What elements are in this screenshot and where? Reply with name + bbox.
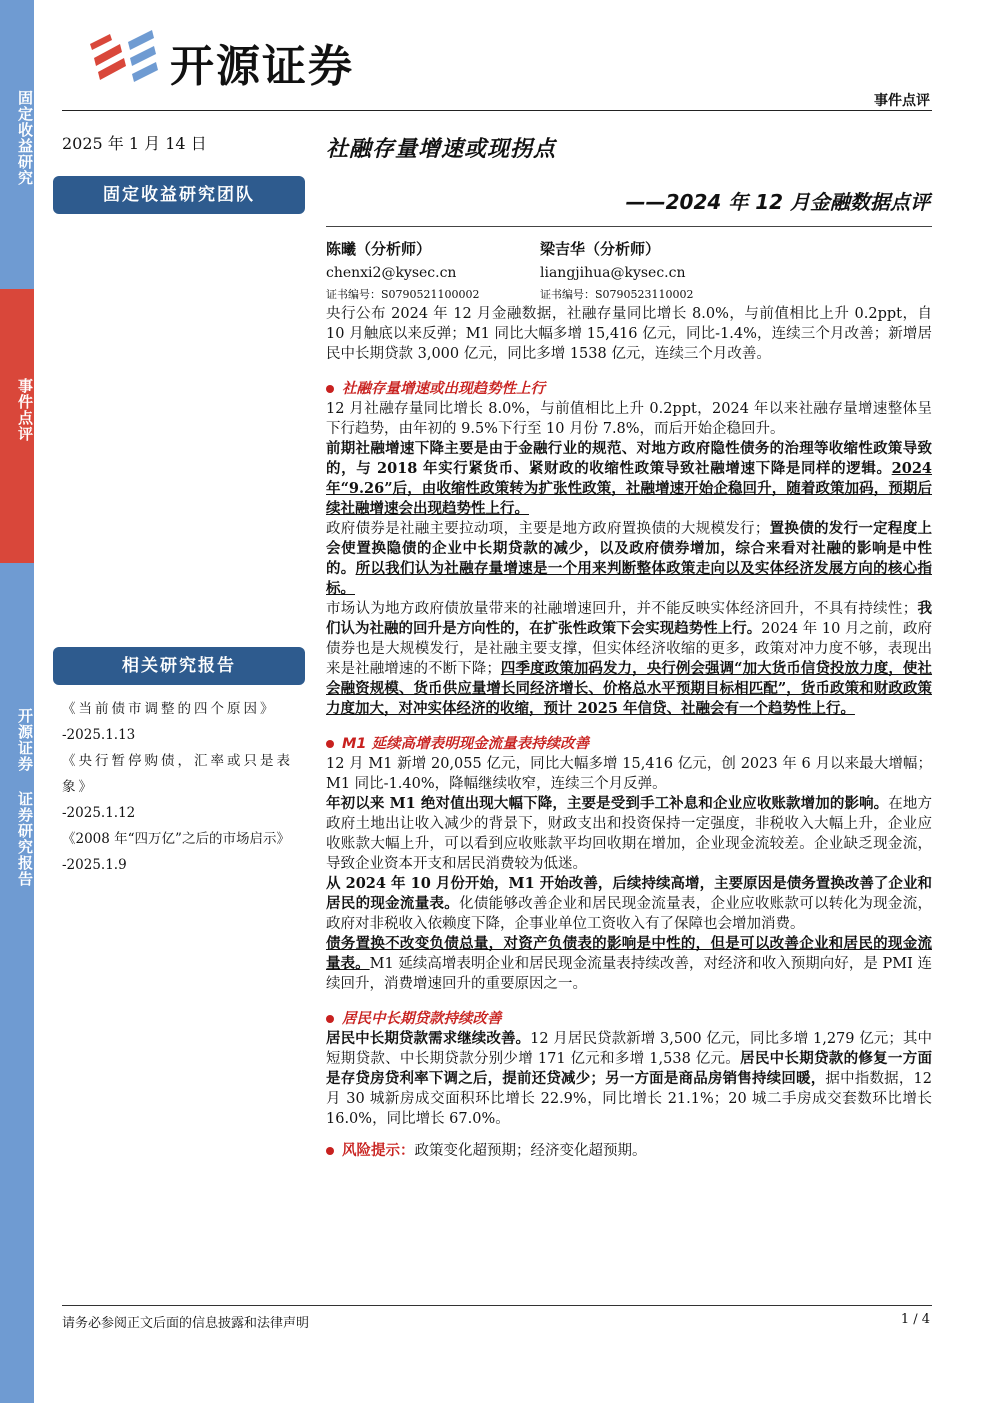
- report-subtitle: ——2024 年 12 月金融数据点评: [625, 190, 930, 214]
- paragraph: 12 月 M1 新增 20,055 亿元，同比大幅多增 15,416 亿元，创 2023 年 6 月以来最大增幅；M1 同比-1.40%，降幅继续收窄，连续三个月反弹。: [326, 756, 932, 792]
- related-report-date: -2025.1.9: [62, 857, 127, 873]
- section-heading: M1 延续高增表明现金流量表持续改善: [326, 734, 932, 754]
- related-reports-list: [62, 696, 306, 878]
- paragraph: 政府债券是社融主要拉动项，主要是地方政府置换债的大规模发行；置换债的发行一定程度上会使置换隐债的企业中长期贷款的减少，以及政府债券增加，综合来看对社融的影响是中性的。所以我们认为社融存量增速是一个用来判断整体政策走向以及实体经济发展方向的核心指标。: [326, 520, 933, 597]
- footer-rule: [62, 1305, 932, 1306]
- brand-name: 开源证券: [170, 41, 354, 92]
- report-body: [326, 304, 932, 1161]
- subtitle-rule: [326, 226, 932, 227]
- report-date: 2025 年 1 月 14 日: [62, 134, 207, 153]
- side-label-top: 固定收益研究: [16, 90, 34, 186]
- paragraph: 从 2024 年 10 月份开始，M1 开始改善，后续持续高增，主要原因是债务置换改善了企业和居民的现金流量表。化债能够改善企业和居民现金流量表，企业应收账款可以转化为现金流，政府对非税收入依赖度下降，企事业单位工资收入有了保障也会增加消费。: [326, 875, 933, 932]
- side-strip: [0, 0, 34, 1403]
- related-report-date: -2025.1.12: [62, 805, 136, 821]
- header-rule: [62, 110, 932, 111]
- related-report-date: -2025.1.13: [62, 727, 136, 743]
- author-email[interactable]: chenxi2@kysec.cn: [326, 265, 457, 281]
- paragraph: 前期社融增速下降主要是由于金融行业的规范、对地方政府隐性债务的治理等收缩性政策导致的，与 2018 年实行紧货币、紧财政的收缩性政策导致社融增速下降是同样的逻辑。2024 年“9.26”后，由收缩性政策转为扩张性政策，社融增速开始企稳回升，随着政策加码，预期后续社融增速会出现趋势性上行。: [326, 440, 932, 517]
- author-name: 梁吉华（分析师）: [540, 240, 661, 258]
- related-report-title[interactable]: 《央行暂停购债，汇率或只是表象》: [62, 753, 293, 795]
- bullet-dot-icon: [326, 385, 334, 393]
- author-email[interactable]: liangjihua@kysec.cn: [540, 265, 686, 281]
- intro-paragraph: 央行公布 2024 年 12 月金融数据，社融存量同比增长 8.0%，与前值相比上升 0.2ppt，自 10 月触底以来反弹；M1 同比大幅多增 15,416 亿元，同比-1.4%，连续三个月改善；新增居民中长期贷款 3,000 亿元，同比多增 1538 亿元，连续三个月改善。: [326, 306, 932, 362]
- section-heading: 社融存量增速或出现趋势性上行: [326, 379, 932, 399]
- paragraph: 年初以来 M1 绝对值出现大幅下降，主要是受到手工补息和企业应收账款增加的影响。在地方政府土地出让收入减少的背景下，财政支出和投资保持一定强度，非税收入大幅上升，企业应收账款大幅上升，可以看到应收账款平均回收期在增加，企业现金流较差。企业缺乏现金流，导致企业资本开支和居民消费较为低迷。: [326, 795, 933, 872]
- side-label-mid: 事件点评: [16, 378, 34, 442]
- doc-type: 事件点评: [874, 93, 930, 109]
- section-heading: 居民中长期贷款持续改善: [326, 1009, 932, 1029]
- risk-note: 风险提示：政策变化超预期；经济变化超预期。: [326, 1141, 932, 1161]
- paragraph: 债务置换不改变负债总量，对资产负债表的影响是中性的，但是可以改善企业和居民的现金流量表。M1 延续高增表明企业和居民现金流量表持续改善，对经济和收入预期向好，是 PMI 连续回升，消费增速回升的重要原因之一。: [326, 935, 933, 992]
- paragraph: 居民中长期贷款需求继续改善。12 月居民贷款新增 3,500 亿元，同比多增 1,279 亿元；其中短期贷款、中长期贷款分别少增 171 亿元和多增 1,538 亿元。居民中长期贷款的修复一方面是存贷房贷利率下调之后，提前还贷减少；另一方面是商品房销售持续回暖，据中指数据，12 月 30 城新房成交面积环比增长 22.9%，同比增长 21.1%；20 城二手房成交套数环比增长 16.0%，同比增长 67.0%。: [326, 1030, 933, 1127]
- bullet-dot-icon: [326, 1015, 334, 1023]
- related-reports-banner: 相关研究报告: [53, 647, 305, 685]
- author-cert: 证书编号：S0790521100002: [326, 288, 480, 301]
- author-name: 陈曦（分析师）: [326, 240, 432, 258]
- bullet-dot-icon: [326, 740, 334, 748]
- author-cert: 证书编号：S0790523110002: [540, 288, 694, 301]
- team-banner: 固定收益研究团队: [53, 176, 305, 214]
- page-number: 1 / 4: [900, 1312, 930, 1327]
- related-report-title[interactable]: 《2008 年“四万亿”之后的市场启示》: [62, 831, 290, 847]
- related-report-title[interactable]: 《当前债市调整的四个原因》: [62, 701, 277, 717]
- report-title: 社融存量增速或现拐点: [326, 137, 557, 162]
- paragraph: 12 月社融存量同比增长 8.0%，与前值相比上升 0.2ppt，2024 年以来社融存量增速整体呈下行趋势，由年初的 9.5%下行至 10 月份 7.8%，而后开始企稳回升。: [326, 401, 932, 437]
- paragraph: 市场认为地方政府债放量带来的社融增速回升，并不能反映实体经济回升，不具有持续性；我们认为社融的回升是方向性的，在扩张性政策下会实现趋势性上行。2024 年 10 月之前，政府债券也是大规模发行，是社融主要支撑，但实体经济收缩的更多，政策对冲力度不够，表现出来是社融增速的不断下降；四季度政策加码发力，央行例会强调“加大货币信贷投放力度，使社会融资规模、货币供应量增长同经济增长、价格总水平预期目标相匹配”，货币政策和财政政策力度加大，对冲实体经济的收缩，预计 2025 年信贷、社融会有一个趋势性上行。: [326, 600, 933, 717]
- bullet-dot-icon: [326, 1147, 334, 1155]
- side-label-bottom: 开源证券 证券研究报告: [16, 708, 34, 887]
- author-block: [326, 238, 480, 302]
- author-block: [540, 238, 694, 302]
- footer-disclaimer: 请务必参阅正文后面的信息披露和法律声明: [62, 1316, 310, 1331]
